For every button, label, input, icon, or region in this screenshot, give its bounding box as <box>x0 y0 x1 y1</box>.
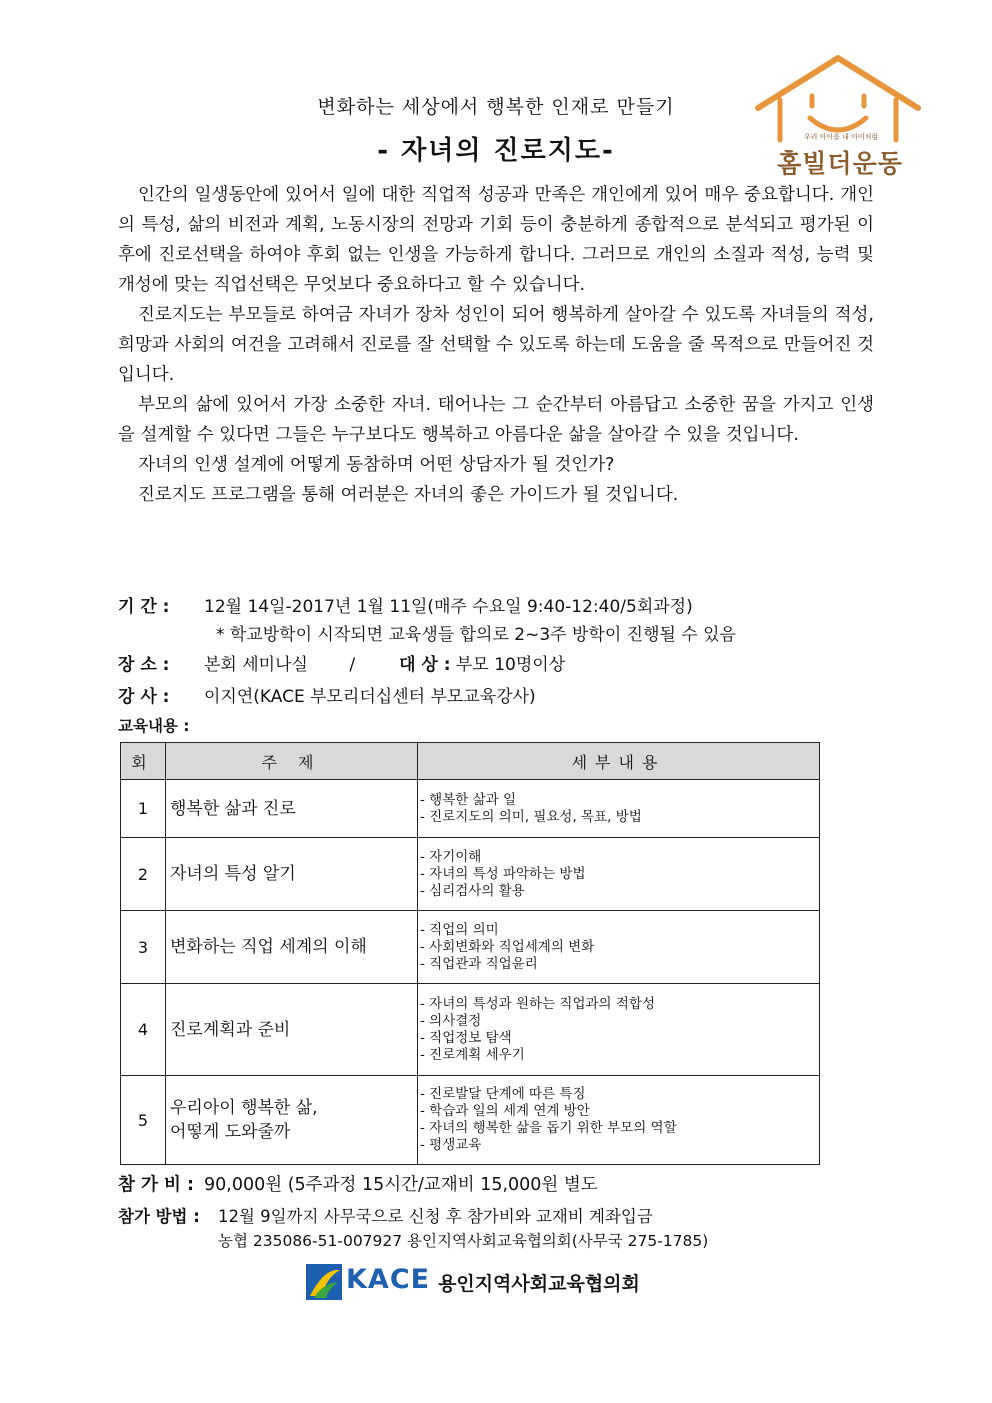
row-details <box>418 1076 820 1165</box>
fee-value: 90,000원 (5주과정 15시간/교재비 15,000원 별도 <box>204 1175 598 1195</box>
row-number: 1 <box>121 780 166 838</box>
row-topic <box>166 1076 418 1165</box>
table-row <box>121 911 820 984</box>
detail-line: - 행복한 삶과 일 <box>420 791 516 808</box>
detail-line: - 학습과 일의 세계 연계 방안 <box>420 1103 590 1119</box>
table-row <box>121 984 820 1076</box>
fee-row <box>118 1171 858 1196</box>
method-line-2: 농협 235086-51-007927 용인지역사회교육협의회(사무국 275-1785) <box>218 1232 709 1250</box>
intro-paragraph-3: 부모의 삶에 있어서 가장 소중한 자녀. 태어나는 그 순간부터 아름답고 소중한 꿈을 가지고 인생을 설계할 수 있다면 그들은 누구보다도 행복하고 아름다운 삶을 살아갈 수 있을 것입니다. <box>118 395 874 445</box>
row-number: 4 <box>121 984 166 1076</box>
topic-line: 변화하는 직업 세계의 이해 <box>170 937 367 957</box>
topic-line: 자녀의 특성 알기 <box>170 864 296 884</box>
detail-line: - 사회변화와 직업세계의 변화 <box>420 938 595 955</box>
place-target-row <box>118 650 858 675</box>
row-details <box>418 838 820 911</box>
period-row <box>118 592 858 617</box>
page-subtitle: 변화하는 세상에서 행복한 인재로 만들기 <box>317 96 675 118</box>
method-row <box>118 1203 858 1227</box>
detail-line: - 의사결정 <box>420 1012 482 1029</box>
header-details: 세부내용 <box>418 743 820 780</box>
course-table <box>120 742 820 1165</box>
intro-paragraph-2: 진로지도는 부모들로 하여금 자녀가 장차 성인이 되어 행복하게 살아갈 수 있도록 자녀들의 적성, 희망과 사회의 여건을 고려해서 진로를 잘 선택할 수 있도록 하는데 도움을 줄 목적으로 만들어진 것입니다. <box>118 305 874 385</box>
detail-line: - 심리검사의 활용 <box>420 882 525 899</box>
page-title: - 자녀의 진로지도- <box>377 136 615 166</box>
content-label: 교육내용 : <box>118 717 190 735</box>
detail-line: - 직업의 의미 <box>420 921 499 938</box>
lecturer-label: 강 사 : <box>118 687 170 707</box>
row-topic <box>166 838 418 911</box>
period-note: * 학교방학이 시작되면 교육생들 합의로 2~3주 방학이 진행될 수 있음 <box>216 625 736 645</box>
place-value: 본회 세미나실 <box>204 655 308 675</box>
period-value: 12월 14일-2017년 1월 11일(매주 수요일 9:40-12:40/5회과정) <box>204 597 693 617</box>
separator: / <box>349 655 356 675</box>
detail-line: - 진로계획 세우기 <box>420 1046 525 1063</box>
detail-line: - 자녀의 특성과 원하는 직업과의 적합성 <box>420 995 655 1012</box>
logo-tagline: 우리 아이를 내 아이처럼 <box>803 133 879 141</box>
organization-name: 용인지역사회교육협의회 <box>438 1273 640 1295</box>
header-no: 회 <box>121 743 166 780</box>
detail-line: - 자녀의 행복한 삶을 돕기 위한 부모의 역할 <box>420 1120 677 1136</box>
lecturer-row <box>118 682 858 707</box>
row-details <box>418 780 820 838</box>
intro-paragraph-1: 인간의 일생동안에 있어서 일에 대한 직업적 성공과 만족은 개인에게 있어 매우 중요합니다. 개인의 특성, 삶의 비전과 계획, 노동시장의 전망과 기회 등이 충분하게 종합적으로 분석되고 평가된 이후에 진로선택을 하여야 후회 없는 인생을 가능하게 합니다. 그러므로 개인의 소질과 적성, 능력 및 개성에 맞는 직업선택은 무엇보다 중요하다고 할 수 있습니다. <box>118 185 874 295</box>
target-value: 부모 10명이상 <box>455 655 566 675</box>
topic-line: 우리아이 행복한 삶, <box>170 1098 318 1118</box>
detail-line: - 진로지도의 의미, 필요성, 목표, 방법 <box>420 808 642 825</box>
intro-text <box>118 180 874 510</box>
detail-line: - 진로발달 단계에 따른 특징 <box>420 1086 586 1102</box>
detail-line: - 평생교육 <box>420 1137 482 1153</box>
row-details <box>418 984 820 1076</box>
row-topic <box>166 780 418 838</box>
target-label: 대 상 : <box>399 655 451 675</box>
method-line-1: 12월 9일까지 사무국으로 신청 후 참가비와 교재비 계좌입금 <box>218 1207 653 1226</box>
logo-name: 홈빌더운동 <box>777 149 903 178</box>
topic-line: 진로계획과 준비 <box>170 1019 291 1040</box>
header-topic: 주 제 <box>166 743 418 780</box>
detail-line: - 직업관과 직업윤리 <box>420 955 538 972</box>
table-header-row <box>121 743 820 780</box>
detail-line: - 자기이해 <box>420 848 482 865</box>
lecturer-value: 이지연(KACE 부모리더십센터 부모교육강사) <box>204 687 536 707</box>
period-label: 기 간 : <box>118 597 170 617</box>
kace-wordmark: KACE <box>346 1264 431 1295</box>
detail-line: - 자녀의 특성 파악하는 방법 <box>420 865 586 882</box>
intro-paragraph-5: 진로지도 프로그램을 통해 여러분은 자녀의 좋은 가이드가 될 것입니다. <box>138 485 679 505</box>
row-number: 5 <box>121 1076 166 1165</box>
table-row <box>121 838 820 911</box>
row-number: 2 <box>121 838 166 911</box>
row-topic <box>166 984 418 1076</box>
row-topic <box>166 911 418 984</box>
row-details <box>418 911 820 984</box>
table-row <box>121 780 820 838</box>
detail-line: - 직업정보 탐색 <box>420 1029 512 1046</box>
method-label: 참가 방법 : <box>118 1207 200 1226</box>
topic-line: 어떻게 도와줄까 <box>170 1122 291 1142</box>
intro-paragraph-4: 자녀의 인생 설계에 어떻게 동참하며 어떤 상담자가 될 것인가? <box>138 455 615 475</box>
topic-line: 행복한 삶과 진로 <box>170 798 296 819</box>
fee-label: 참 가 비 : <box>118 1175 194 1195</box>
table-row <box>121 1076 820 1165</box>
row-number: 3 <box>121 911 166 984</box>
place-label: 장 소 : <box>118 655 170 675</box>
